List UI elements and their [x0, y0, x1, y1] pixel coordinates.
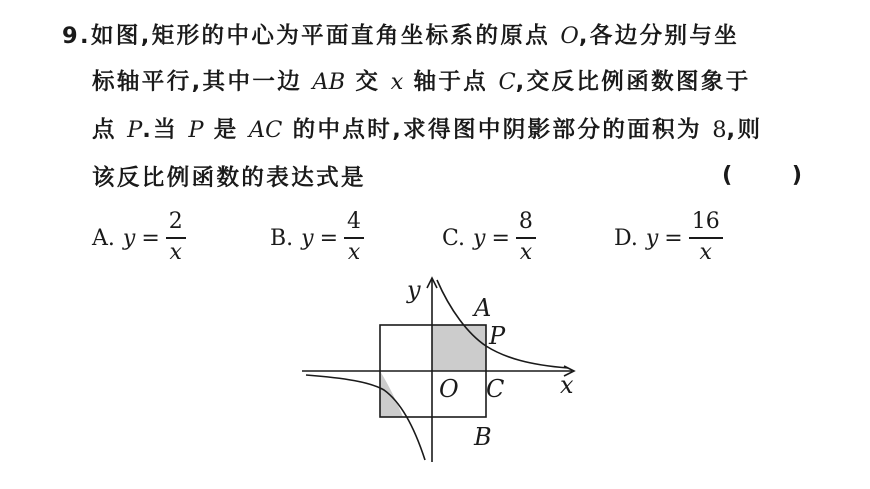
choice-fraction: [166, 209, 186, 267]
choice-var: y: [645, 225, 659, 251]
fraction-denominator: x: [169, 239, 182, 265]
math-var-AC: AC: [248, 117, 283, 143]
choice-var: y: [301, 225, 314, 251]
choice-fraction: [516, 209, 536, 267]
question-text: 标轴平行,其中一边: [92, 69, 313, 95]
label-point-P: P: [489, 322, 506, 350]
fraction-numerator: 16: [691, 209, 720, 235]
shaded-region-first-quadrant: [432, 325, 486, 371]
math-var-C: C: [498, 69, 516, 95]
choice-equals: =: [491, 225, 510, 251]
question-text: ,各边分别与坐: [578, 23, 740, 49]
label-point-C: C: [486, 375, 505, 403]
question-line-1: [62, 20, 739, 52]
question-line-4: [92, 162, 366, 194]
question-text: 交: [345, 69, 391, 95]
answer-paren-close: ): [791, 162, 802, 188]
answer-paren-open: (: [722, 162, 733, 188]
choice-letter: A.: [92, 225, 115, 251]
question-text: ,交反比例函数图象于: [515, 69, 751, 95]
choice-fraction: [689, 209, 723, 267]
question-text: 点: [92, 117, 128, 143]
question-text: 是: [203, 117, 249, 143]
question-text: 的中点时,求得图中阴影部分的面积为: [282, 117, 713, 143]
choice-equals: =: [664, 225, 683, 251]
math-var-O: O: [560, 23, 579, 49]
answer-blank[interactable]: [722, 162, 802, 188]
hyperbola-branch-third-quadrant: [306, 375, 425, 460]
choice-a[interactable]: [92, 206, 186, 270]
question-line-3: [92, 114, 762, 146]
question-line-2: [92, 66, 751, 98]
math-var-P: P: [127, 117, 143, 143]
coordinate-figure: [300, 272, 590, 467]
choice-fraction: [344, 209, 364, 267]
choice-letter: D.: [614, 225, 638, 251]
question-text: 该反比例函数的表达式是: [92, 165, 366, 191]
math-number-8: 8: [712, 117, 727, 143]
question-text: 9.如图,矩形的中心为平面直角坐标系的原点: [62, 23, 561, 49]
label-point-A: A: [474, 294, 492, 322]
choice-b[interactable]: [270, 206, 364, 270]
choice-letter: B.: [270, 225, 294, 251]
question-text: ,则: [726, 117, 763, 143]
choice-equals: =: [141, 225, 160, 251]
label-point-B: B: [474, 423, 492, 451]
fraction-numerator: 4: [347, 209, 362, 235]
choice-var: y: [473, 225, 486, 251]
label-origin-O: O: [439, 375, 459, 403]
choice-equals: =: [319, 225, 339, 251]
question-text: .当: [142, 117, 189, 143]
shaded-region-third-quadrant: [380, 371, 403, 417]
choice-letter: C.: [442, 225, 466, 251]
fraction-numerator: 8: [518, 209, 533, 235]
choice-var: y: [122, 225, 136, 251]
label-x-axis: x: [560, 371, 574, 399]
choice-d[interactable]: [614, 206, 723, 270]
label-y-axis: y: [407, 276, 421, 304]
fraction-denominator: x: [347, 239, 361, 265]
fraction-numerator: 2: [168, 209, 183, 235]
fraction-denominator: x: [699, 239, 712, 265]
question-text: 轴于点: [403, 69, 499, 95]
fraction-denominator: x: [519, 239, 533, 265]
choice-c[interactable]: [442, 206, 536, 270]
math-var-x: x: [390, 69, 404, 95]
math-var-AB: AB: [312, 69, 346, 95]
math-var-P: P: [188, 117, 204, 143]
